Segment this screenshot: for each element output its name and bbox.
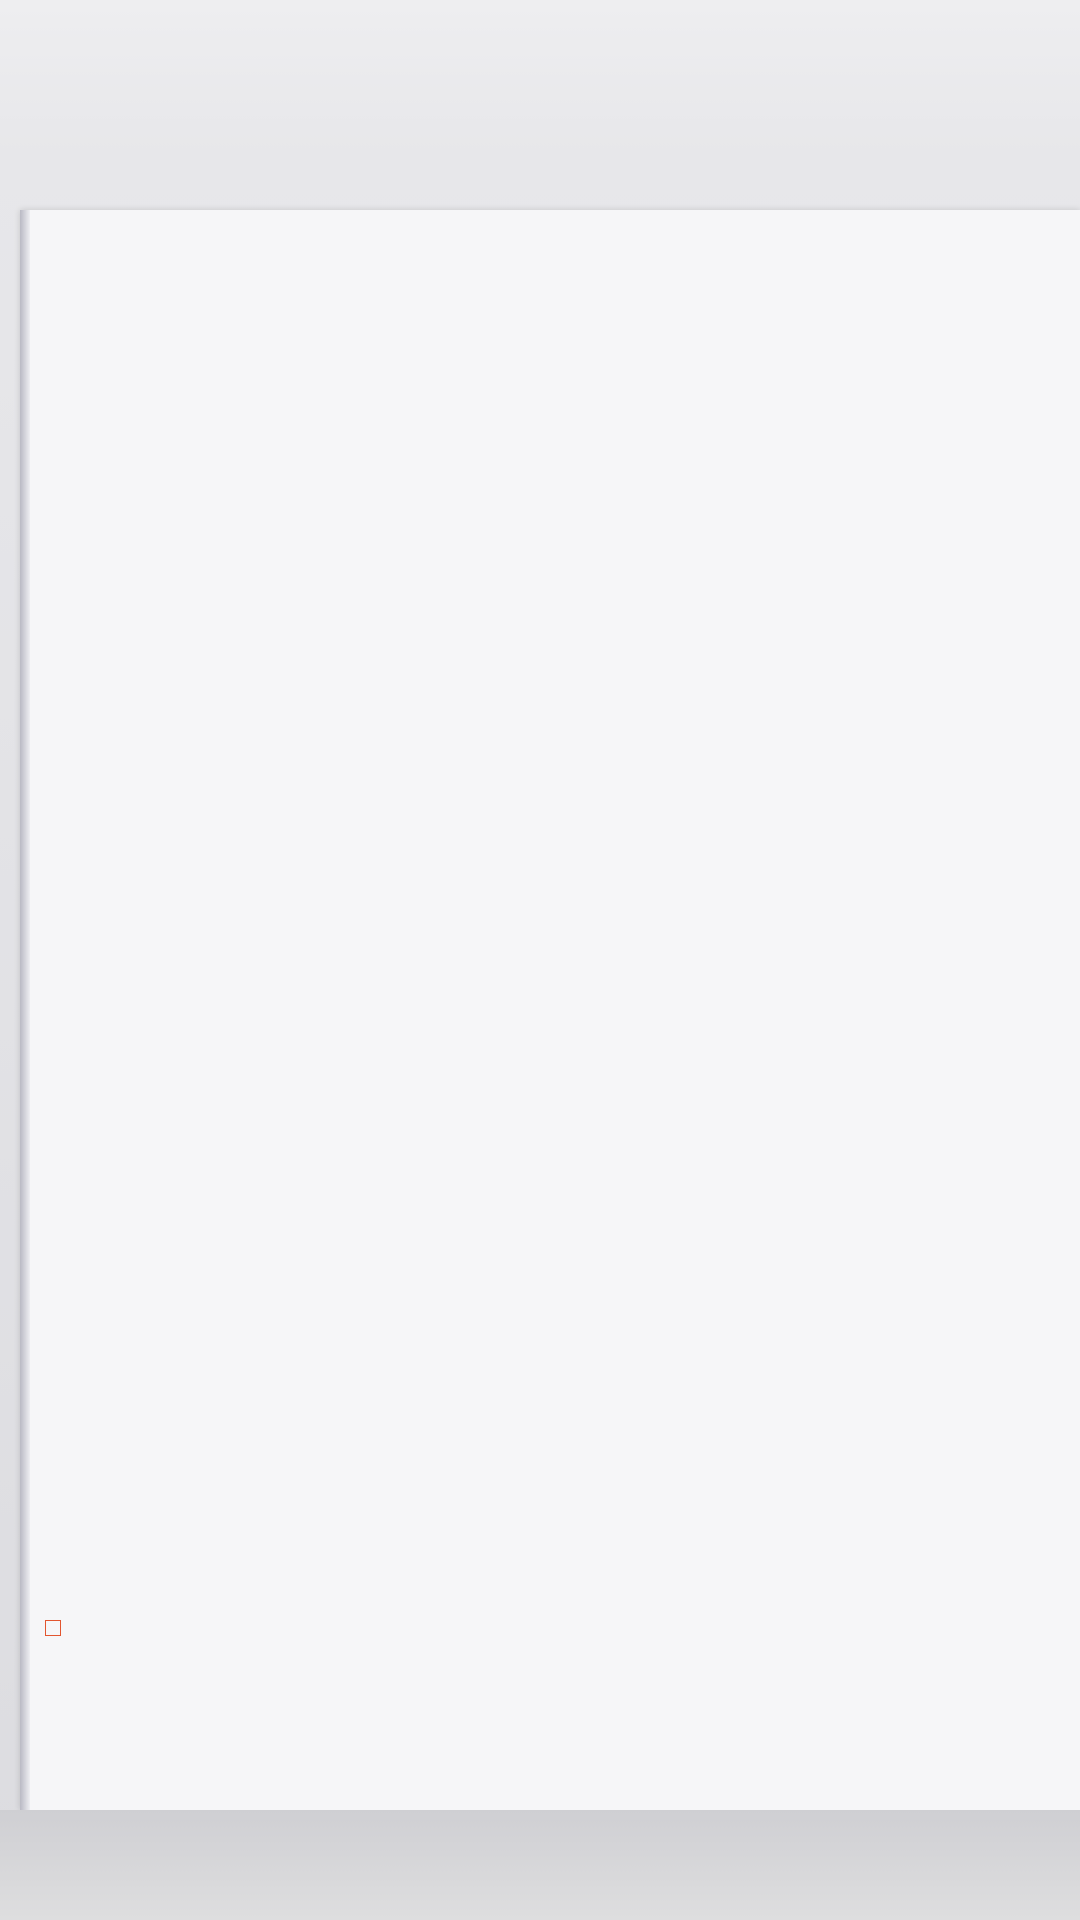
paragraph-realizacion-chaqueta bbox=[433, 256, 769, 264]
page-bottom-edge bbox=[0, 1810, 1080, 1920]
legend-item-4 bbox=[45, 1617, 345, 1642]
paragraph-punto-elastico bbox=[72, 266, 402, 269]
paragraph-punto-arroz bbox=[58, 266, 402, 270]
paragraph-falda bbox=[780, 237, 1080, 238]
section-title-andaluza bbox=[781, 221, 1080, 222]
paragraph-jersey-reves bbox=[62, 266, 402, 270]
knitting-chart bbox=[45, 1310, 285, 1575]
paragraph-jersey-derecho-andaluza bbox=[780, 223, 1080, 224]
paragraph-atencion bbox=[54, 266, 402, 270]
paragraph-mangas bbox=[433, 256, 769, 264]
chart-grid-svg bbox=[45, 1336, 285, 1576]
section-title-chaqueta bbox=[433, 256, 769, 264]
top-flower-border bbox=[0, 180, 1080, 220]
page-spine-shadow bbox=[20, 210, 30, 1810]
column-torero bbox=[50, 258, 402, 280]
paragraph-material-andaluza bbox=[780, 221, 1080, 222]
paragraph-atencion-chaqueta bbox=[433, 256, 769, 264]
paragraph-estola bbox=[780, 237, 1080, 238]
section-title-vestido bbox=[780, 237, 1080, 238]
paragraph-montaje-vestido bbox=[780, 237, 1080, 238]
paragraph-jersey-derecho bbox=[64, 266, 402, 270]
chart-legend bbox=[45, 1617, 345, 1642]
paragraph-cuerpo bbox=[780, 237, 1080, 238]
bottom-flower-border bbox=[0, 1750, 1080, 1790]
column-andaluza bbox=[780, 221, 1080, 1742]
paragraph-material bbox=[88, 266, 402, 269]
paragraph-montaje-chaqueta bbox=[433, 256, 769, 264]
paragraph-punto-elastico-andaluza bbox=[780, 223, 1080, 224]
square-icon bbox=[45, 1620, 61, 1636]
paragraph-adorno-cabeza bbox=[780, 237, 1080, 238]
